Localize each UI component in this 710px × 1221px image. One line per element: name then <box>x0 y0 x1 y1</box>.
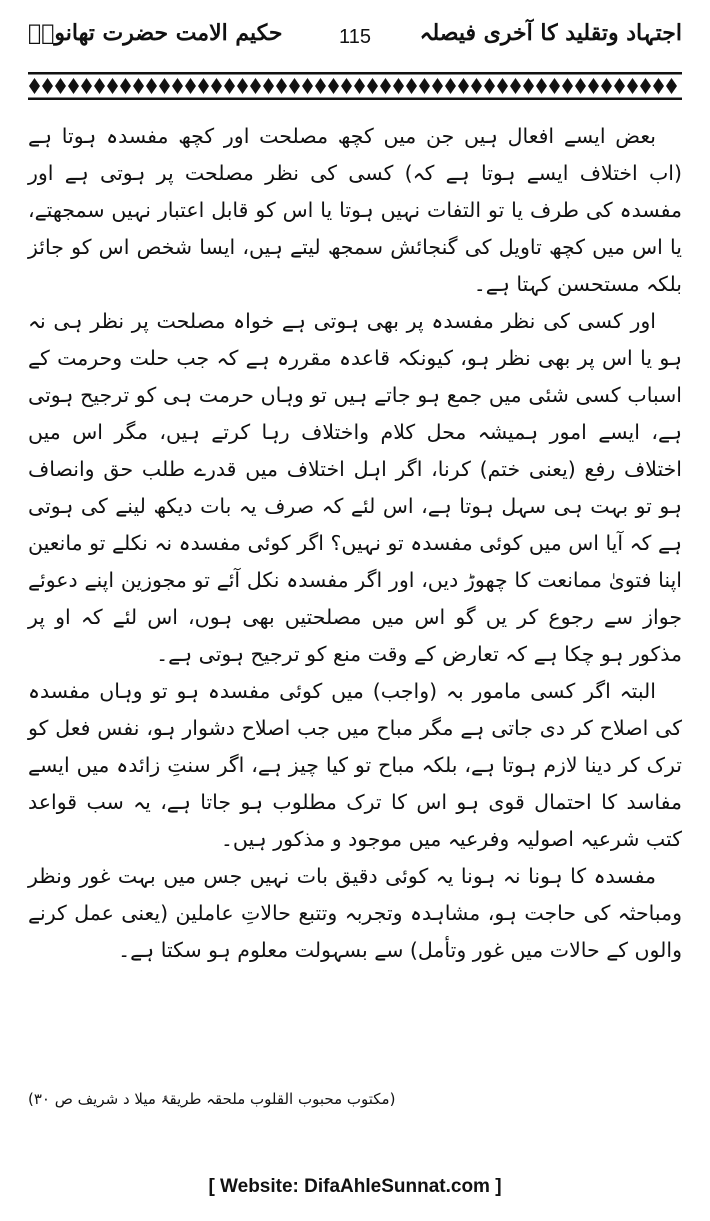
divider-diamond <box>302 78 313 94</box>
divider-diamond <box>575 78 586 94</box>
divider-diamond <box>614 78 625 94</box>
divider-diamond <box>341 78 352 94</box>
divider-diamond <box>159 78 170 94</box>
divider-diamond <box>354 78 365 94</box>
divider-diamond <box>250 78 261 94</box>
divider-diamond <box>315 78 326 94</box>
divider-diamond <box>640 78 651 94</box>
divider-diamond <box>588 78 599 94</box>
divider-diamond <box>627 78 638 94</box>
main-text <box>28 118 682 969</box>
divider-diamond <box>393 78 404 94</box>
divider-diamond <box>367 78 378 94</box>
divider-diamond <box>237 78 248 94</box>
divider-diamond <box>94 78 105 94</box>
divider-diamond <box>666 78 677 94</box>
paragraph-1: بعض ایسے افعال ہیں جن میں کچھ مصلحت اور کچھ مفسدہ ہوتا ہے (اب اختلاف ایسے ہوتا ہے کہ) کسی کی نظر مصلحت پر ہوتی ہے اور مفسدہ کی طرف یا تو التفات نہیں ہوتا یا اس کو قابل اعتبار نہیں سمجھتے، یا اس میں کچھ تاویل کی گنجائش سمجھ لیتے ہیں، ایسا شخص اس کو جائز بلکہ مستحسن کہتا ہے۔ <box>28 124 682 296</box>
divider-diamond <box>289 78 300 94</box>
divider-diamond <box>263 78 274 94</box>
divider-diamond <box>432 78 443 94</box>
divider-bottom-line <box>28 98 682 101</box>
divider-diamond <box>549 78 560 94</box>
divider-diamond <box>198 78 209 94</box>
paragraph-2: اور کسی کی نظر مفسدہ پر بھی ہوتی ہے خواہ مصلحت پر نظر ہی نہ ہو یا اس پر بھی نظر ہو، کیونکہ قاعدہ مقررہ ہے کہ جب حلت وحرمت کے اسباب کسی شئی میں جمع ہو جاتے ہیں تو وہاں حرمت ہی کو ترجیح ہوتی ہے، ایسے امور ہمیشہ محل کلام واختلاف رہا کرتے ہیں، مگر اس میں اختلاف رفع (یعنی ختم) کرنا، اگر اہل اختلاف میں قدرے طلب حق وانصاف ہو تو بہت ہی سہل ہوتا ہے، اس لئے کہ صرف یہ بات دیکھ لینے کی ہوتی ہے کہ آیا اس میں کوئی مفسدہ تو نہیں؟ اگر کوئی مفسدہ نہ نکلے تو مانعین اپنا فتویٰ ممانعت کا چھوڑ دیں، اور اگر مفسدہ نکل آئے تو مجوزین اپنے دعوئے جواز سے رجوع کر یں گو اس میں مصلحتیں بھی ہوں، اس لئے کہ او پر مذکور ہو چکا ہے کہ تعارض کے وقت منع کو ترجیح ہوتی ہے۔ <box>28 309 682 666</box>
divider-diamond <box>471 78 482 94</box>
divider-diamond <box>68 78 79 94</box>
paragraph-3: البتہ اگر کسی مامور بہ (واجب) میں کوئی مفسدہ ہو تو وہاں مفسدہ کی اصلاح کر دی جاتی ہے مگر مباح میں جب اصلاح دشوار ہو، نفس فعل کو ترک کر دینا لازم ہوتا ہے، بلکہ مباح تو کیا چیز ہے، اگر سنتِ زائدہ میں ایسے مفاسد کا احتمال قوی ہو اس کا ترک مطلوب ہو جاتا ہے، یہ سب قواعد کتب شرعیہ اصولیہ وفرعیہ میں موجود و مذکور ہیں۔ <box>28 679 682 851</box>
divider-top-line <box>28 72 682 75</box>
page-number: 115 <box>339 26 371 48</box>
author-name: حکیم الامت حضرت تھانویؒ <box>28 20 283 46</box>
divider-diamond <box>81 78 92 94</box>
divider-diamond <box>484 78 495 94</box>
divider-diamond <box>497 78 508 94</box>
page-header <box>28 14 682 66</box>
divider-diamond <box>458 78 469 94</box>
divider-diamonds <box>29 78 677 94</box>
divider-diamond <box>133 78 144 94</box>
divider-diamond <box>653 78 664 94</box>
divider-diamond <box>510 78 521 94</box>
divider-diamond <box>172 78 183 94</box>
divider-diamond <box>406 78 417 94</box>
divider-diamond <box>185 78 196 94</box>
divider-diamond <box>276 78 287 94</box>
divider-diamond <box>523 78 534 94</box>
divider-diamond <box>107 78 118 94</box>
divider-diamond <box>562 78 573 94</box>
divider-diamond <box>328 78 339 94</box>
divider-diamond <box>211 78 222 94</box>
divider-diamond <box>419 78 430 94</box>
divider-diamond <box>445 78 456 94</box>
divider-diamond <box>146 78 157 94</box>
divider-diamond <box>55 78 66 94</box>
paragraph-4: مفسدہ کا ہونا نہ ہونا یہ کوئی دقیق بات نہیں جس میں بہت غور ونظر ومباحثہ کی حاجت ہو، مشاہدہ وتجربہ وتتبع حالاتِ عاملین (یعنی عمل کرنے والوں کے حالات میں غور وتأمل) سے بسہولت معلوم ہو سکتا ہے۔ <box>28 864 682 962</box>
divider-diamond <box>601 78 612 94</box>
website-footer: [ Website: DifaAhleSunnat.com ] <box>208 1176 502 1197</box>
divider-diamond <box>536 78 547 94</box>
divider-diamond <box>380 78 391 94</box>
divider-diamond <box>120 78 131 94</box>
source-reference: (مکتوب محبوب القلوب ملحقہ طریقۂ میلا د شریف ص ۳۰) <box>28 1090 396 1108</box>
book-title: اجتہاد وتقلید کا آخری فیصلہ <box>419 20 682 46</box>
ornamental-divider <box>28 72 682 100</box>
divider-diamond <box>224 78 235 94</box>
divider-diamond <box>29 78 40 94</box>
divider-diamond <box>42 78 53 94</box>
